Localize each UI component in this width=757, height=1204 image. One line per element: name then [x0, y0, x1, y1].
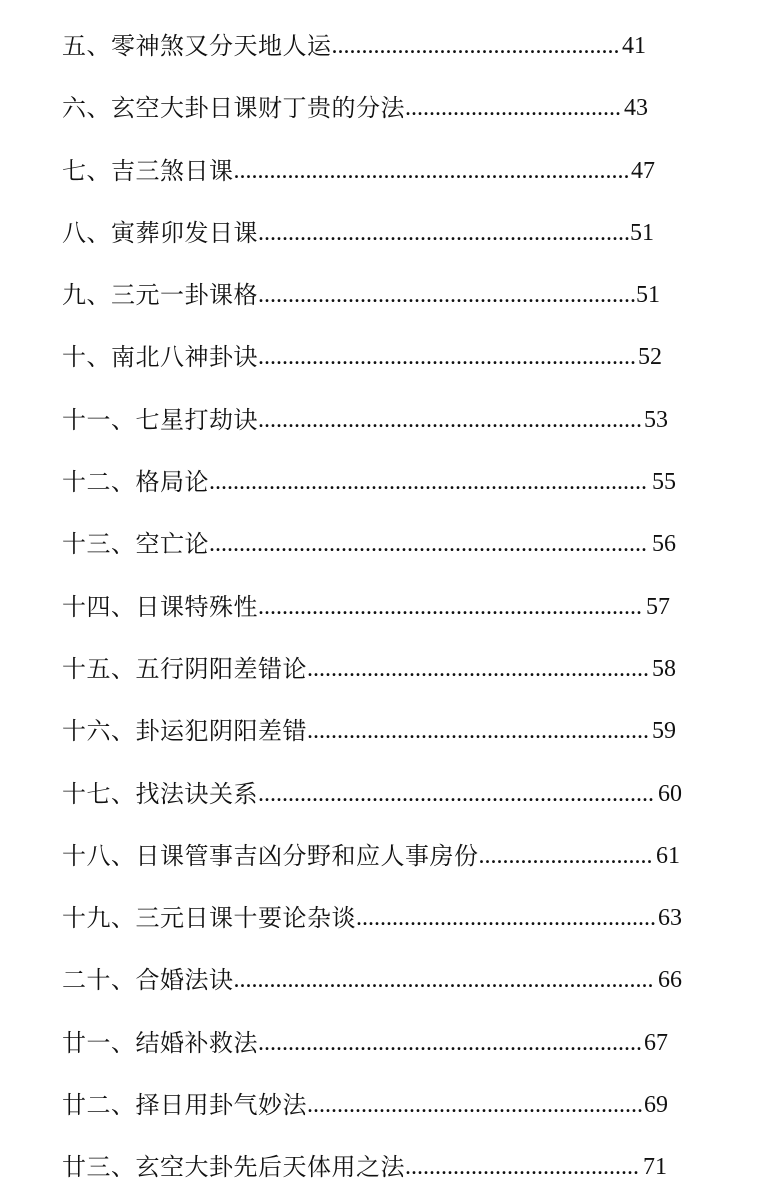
toc-entry[interactable]: [62, 705, 722, 767]
toc-leader-dots: ..................................................................: [233, 157, 630, 184]
toc-entry[interactable]: [62, 456, 722, 518]
toc-leader-dots: .........................................................................: [209, 531, 647, 558]
toc-entry-title: 九、三元一卦课格: [62, 281, 258, 310]
toc-entry-page-number: 51: [636, 282, 660, 309]
toc-entry-title: 十一、七星打劫诀: [62, 405, 258, 434]
toc-entry[interactable]: [62, 269, 722, 331]
toc-entry-title: 十四、日课特殊性: [62, 592, 258, 621]
toc-entry-title: 七、吉三煞日课: [62, 156, 234, 185]
toc-entry-page-number: 67: [644, 1029, 668, 1056]
toc-entry-page-number: 53: [644, 406, 668, 433]
toc-leader-dots: ................................................................: [258, 406, 642, 433]
toc-entry[interactable]: [62, 581, 722, 643]
toc-entry-title: 十六、卦运犯阴阳差错: [62, 717, 307, 746]
toc-leader-dots: .........................................................................: [209, 469, 647, 496]
toc-entry-title: 十八、日课管事吉凶分野和应人事房份: [62, 841, 479, 870]
toc-entry-page-number: 66: [658, 967, 682, 994]
toc-entry[interactable]: [62, 518, 722, 580]
toc-leader-dots: ...............................................................: [258, 344, 636, 371]
toc-entry-page-number: 71: [643, 1154, 667, 1181]
toc-entry[interactable]: [62, 1141, 722, 1203]
toc-entry[interactable]: [62, 394, 722, 456]
toc-leader-dots: .........................................................: [307, 655, 649, 682]
toc-entry-title: 八、寅葬卯发日课: [62, 218, 258, 247]
toc-leader-dots: .......................................: [405, 1154, 639, 1181]
toc-entry-page-number: 69: [644, 1092, 668, 1119]
toc-entry-title: 廿二、择日用卦气妙法: [62, 1091, 307, 1120]
toc-entry[interactable]: [62, 892, 722, 954]
toc-leader-dots: ...............................................................: [258, 282, 636, 309]
toc-entry[interactable]: [62, 331, 722, 393]
toc-entry-page-number: 57: [646, 593, 670, 620]
toc-leader-dots: ..................................................: [356, 905, 656, 932]
toc-entry-title: 十、南北八神卦诀: [62, 343, 258, 372]
toc-entry-page-number: 61: [656, 842, 680, 869]
toc-entry-title: 六、玄空大卦日课财丁贵的分法: [62, 94, 405, 123]
toc-leader-dots: .............................: [478, 842, 653, 869]
toc-entry-title: 十九、三元日课十要论杂谈: [62, 904, 356, 933]
toc-entry-page-number: 59: [652, 718, 676, 745]
toc-leader-dots: ........................................................: [307, 1092, 643, 1119]
toc-leader-dots: ................................................................: [258, 593, 642, 620]
toc-entry-page-number: 55: [652, 469, 676, 496]
toc-entry-page-number: 43: [624, 95, 648, 122]
toc-entry-title: 二十、合婚法诀: [62, 966, 234, 995]
toc-leader-dots: ................................................: [331, 33, 620, 59]
toc-entry-page-number: 58: [652, 655, 676, 682]
toc-entry[interactable]: [62, 207, 722, 269]
toc-entry-page-number: 60: [658, 780, 682, 807]
toc-leader-dots: .........................................................: [307, 718, 649, 745]
toc-entry-title: 十三、空亡论: [62, 530, 209, 559]
toc-leader-dots: ....................................: [405, 95, 621, 122]
toc-entry[interactable]: [62, 830, 722, 892]
toc-entry-page-number: 47: [631, 157, 655, 184]
toc-entry[interactable]: [62, 1017, 722, 1079]
toc-entry-page-number: 52: [638, 344, 662, 371]
toc-entry[interactable]: [62, 768, 722, 830]
toc-entry[interactable]: [62, 643, 722, 705]
toc-entry[interactable]: [62, 20, 722, 82]
toc-entry[interactable]: [62, 1079, 722, 1141]
toc-entry-title: 十五、五行阴阳差错论: [62, 654, 307, 683]
toc-leader-dots: ..............................................................: [258, 219, 630, 246]
table-of-contents: [62, 20, 722, 1204]
toc-entry-title: 十七、找法诀关系: [62, 779, 258, 808]
toc-leader-dots: ..................................................................: [258, 780, 654, 807]
toc-entry-page-number: 41: [622, 33, 646, 59]
toc-entry[interactable]: [62, 145, 722, 207]
toc-leader-dots: ................................................................: [258, 1029, 642, 1056]
toc-entry-page-number: 56: [652, 531, 676, 558]
toc-entry-title: 廿一、结婚补救法: [62, 1028, 258, 1057]
toc-entry[interactable]: [62, 954, 722, 1016]
toc-entry-title: 廿三、玄空大卦先后天体用之法: [62, 1153, 405, 1182]
toc-entry[interactable]: [62, 82, 722, 144]
toc-entry-page-number: 51: [630, 219, 654, 246]
toc-entry-title: 五、零神煞又分天地人运: [62, 32, 332, 60]
toc-entry-title: 十二、格局论: [62, 468, 209, 497]
toc-leader-dots: ......................................................................: [233, 967, 654, 994]
toc-entry-page-number: 63: [658, 905, 682, 932]
